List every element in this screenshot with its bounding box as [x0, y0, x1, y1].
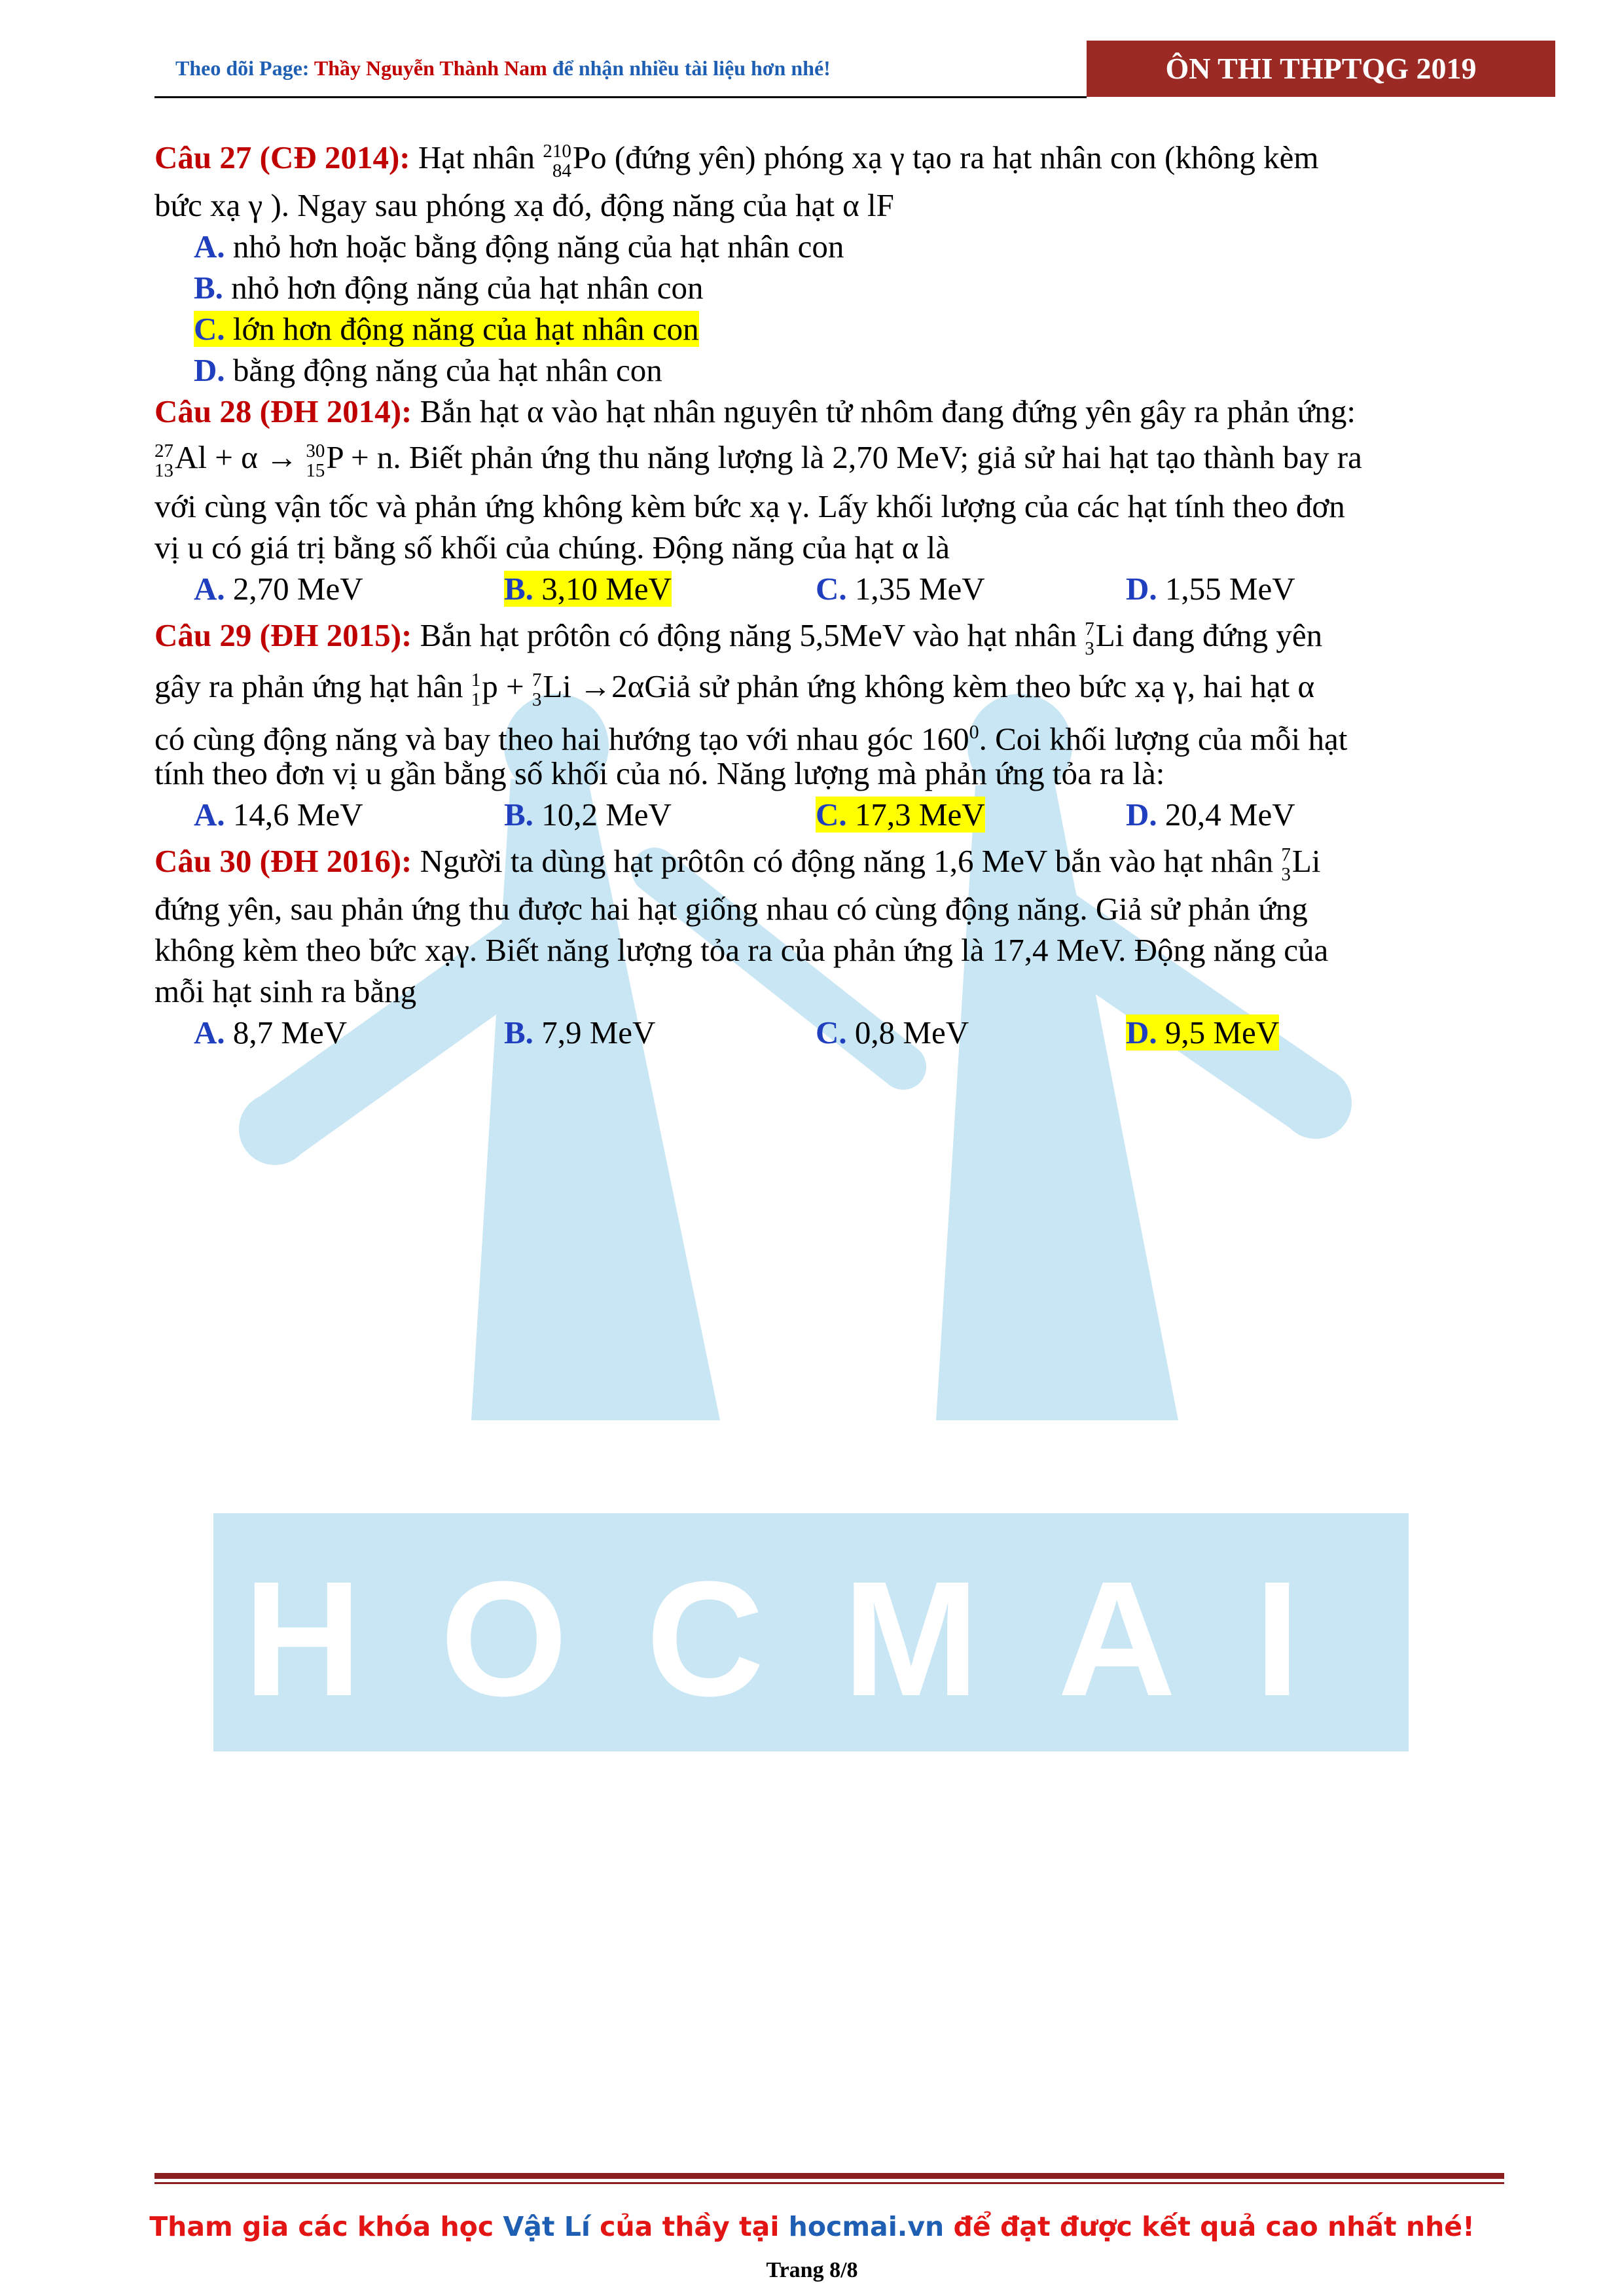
option-text: bằng động năng của hạt nhân con: [225, 352, 662, 388]
q30-option-c: [816, 1013, 969, 1053]
follow-prefix: Theo dõi Page:: [175, 56, 314, 80]
option-letter: B.: [504, 1014, 533, 1050]
q27-label: Câu 27 (CĐ 2014):: [154, 139, 410, 175]
li2-isotope: [532, 670, 542, 709]
q30-text-a: Người ta dùng hạt prôtôn có động năng 1,6 MeV bắn vào hạt nhân: [412, 843, 1282, 879]
footer-cta-suffix: để đạt được kết quả cao nhất nhé!: [944, 2211, 1475, 2242]
q28-line2: [154, 437, 1362, 480]
q29-label: Câu 29 (ĐH 2015):: [154, 617, 412, 653]
q28-label: Câu 28 (ĐH 2014):: [154, 393, 412, 429]
q29-line3: [154, 712, 1347, 759]
q27-option-a: [194, 226, 844, 267]
q30-option-a: [194, 1013, 347, 1053]
li-isotope: [1281, 845, 1291, 884]
q29-text-a: Bắn hạt prôtôn có động năng 5,5MeV vào hạt nhân: [412, 617, 1085, 653]
po-atomic-number: 84: [552, 160, 571, 181]
option-text: 10,2 MeV: [533, 797, 672, 833]
option-text: 0,8 MeV: [846, 1014, 969, 1050]
q27-line2: bức xạ γ ). Ngay sau phóng xạ đó, động năng của hạt α lF: [154, 187, 894, 223]
q29-text-e: có cùng động năng và bay theo hai hướng tạo với nhau góc 160: [154, 721, 969, 757]
option-text: 2,70 MeV: [225, 571, 363, 607]
footer-site-link[interactable]: hocmai.vn: [788, 2211, 945, 2242]
proton-symbol: p +: [482, 668, 532, 704]
footer-cta: [0, 2211, 1624, 2242]
q29-line4: tính theo đơn vị u gần bằng số khối của nó. Năng lượng mà phản ứng tỏa ra là:: [154, 755, 1165, 791]
li-mass-number: 7: [1085, 618, 1094, 639]
reaction-arrow: →2α: [571, 668, 645, 704]
q28-text-a: Bắn hạt α vào hạt nhân nguyên tử nhôm đang đứng yên gây ra phản ứng:: [412, 393, 1356, 429]
li-atomic-number: 3: [1085, 637, 1094, 659]
p-atomic-number: 15: [306, 459, 325, 481]
q28-line3: với cùng vận tốc và phản ứng không kèm bức xạ γ. Lấy khối lượng của các hạt tính theo đơn: [154, 488, 1345, 524]
q28-line1: [154, 391, 1356, 432]
q27-option-c: [194, 309, 699, 350]
q29-text-c: gây ra phản ứng hạt hân: [154, 668, 471, 704]
option-text: 1,55 MeV: [1157, 571, 1295, 607]
footer-cta-mid: của thầy tại: [590, 2211, 789, 2242]
q30-line4: mỗi hạt sinh ra bằng: [154, 973, 417, 1009]
li-symbol: Li: [1291, 843, 1321, 879]
q29-text-f: . Coi khối lượng của mỗi hạt: [979, 721, 1348, 757]
follow-suffix: để nhận nhiều tài liệu hơn nhé!: [547, 56, 831, 80]
p-mass-number: 30: [306, 440, 325, 461]
option-text: 17,3 MeV: [846, 797, 985, 833]
q27-text-a: Hạt nhân: [410, 139, 543, 175]
option-letter: D.: [1126, 797, 1157, 833]
q27-text-b: (đứng yên) phóng xạ γ tạo ra hạt nhân con (không kèm: [606, 139, 1319, 175]
q29-text-b: đang đứng yên: [1124, 617, 1323, 653]
q29-option-c: [816, 795, 985, 835]
po-isotope: [543, 141, 571, 181]
option-letter: B.: [504, 571, 533, 607]
li2-symbol: Li: [543, 668, 571, 704]
q29-line1: [154, 615, 1322, 658]
al-isotope: [154, 441, 173, 480]
option-text: 14,6 MeV: [225, 797, 363, 833]
q29-option-b: [504, 795, 672, 835]
q29-text-d: Giả sử phản ứng không kèm theo bức xạ γ, hai hạt α: [644, 668, 1315, 704]
option-text: 3,10 MeV: [533, 571, 672, 607]
q30-label: Câu 30 (ĐH 2016):: [154, 843, 412, 879]
q29-option-a: [194, 795, 363, 835]
li-isotope: [1085, 619, 1094, 658]
option-letter: C.: [194, 311, 225, 347]
footer-divider-thick: [154, 2173, 1504, 2179]
q28-line4: vị u có giá trị bằng số khối của chúng. Động năng của hạt α là: [154, 529, 950, 565]
option-letter: C.: [816, 571, 847, 607]
option-letter: D.: [1126, 1014, 1157, 1050]
q28-option-b: [504, 569, 672, 609]
footer-subject: Vật Lí: [503, 2211, 590, 2242]
watermark-brand: HOCMAI: [244, 1547, 1379, 1730]
teacher-name: Thầy Nguyễn Thành Nam: [314, 56, 547, 80]
exam-title-banner: ÔN THI THPTQG 2019: [1087, 41, 1555, 97]
p-isotope: [306, 441, 325, 480]
li-symbol: Li: [1095, 617, 1125, 653]
option-letter: D.: [194, 352, 225, 388]
q30-option-d: [1126, 1013, 1279, 1053]
al-symbol: Al + α →: [175, 439, 298, 475]
li2-atomic-number: 3: [532, 689, 542, 710]
option-letter: A.: [194, 571, 225, 607]
option-letter: C.: [816, 797, 847, 833]
q30-line1: [154, 841, 1320, 884]
option-letter: B.: [194, 270, 223, 306]
li-atomic-number: 3: [1281, 863, 1291, 885]
q28-option-c: [816, 569, 985, 609]
option-letter: D.: [1126, 571, 1157, 607]
al-mass-number: 27: [154, 440, 173, 461]
option-text: 1,35 MeV: [846, 571, 985, 607]
proton-mass-number: 1: [471, 669, 481, 691]
page-number: Trang 8/8: [766, 2258, 858, 2282]
footer-divider-thin: [154, 2182, 1504, 2184]
proton-atomic-number: 1: [471, 689, 481, 710]
q28-option-a: [194, 569, 363, 609]
li-mass-number: 7: [1281, 844, 1291, 865]
q27-option-d: [194, 350, 662, 391]
footer-cta-prefix: Tham gia các khóa học: [149, 2211, 503, 2242]
degree-superscript: 0: [969, 721, 979, 743]
option-letter: A.: [194, 228, 225, 264]
q28-text-b: Biết phản ứng thu năng lượng là 2,70 MeV; giả sử hai hạt tạo thành bay ra: [401, 439, 1362, 475]
option-letter: B.: [504, 797, 533, 833]
option-text: nhỏ hơn hoặc bằng động năng của hạt nhân con: [225, 228, 844, 264]
q30-line2: đứng yên, sau phản ứng thu được hai hạt giống nhau có cùng động năng. Giả sử phản ứng: [154, 891, 1308, 927]
q30-option-b: [504, 1013, 655, 1053]
q29-line2: [154, 666, 1314, 709]
option-text: 20,4 MeV: [1157, 797, 1295, 833]
option-text: 9,5 MeV: [1157, 1014, 1280, 1050]
p-symbol: P + n.: [326, 439, 401, 475]
option-letter: C.: [816, 1014, 847, 1050]
q29-option-d: [1126, 795, 1295, 835]
q27-line1: [154, 137, 1318, 181]
option-text: 8,7 MeV: [225, 1014, 348, 1050]
option-text: lớn hơn động năng của hạt nhân con: [225, 311, 699, 347]
po-symbol: Po: [572, 139, 607, 175]
option-letter: A.: [194, 1014, 225, 1050]
proton-isotope: [471, 670, 481, 709]
li2-mass-number: 7: [532, 669, 542, 691]
option-letter: A.: [194, 797, 225, 833]
q27-option-b: [194, 268, 703, 308]
po-mass-number: 210: [543, 140, 571, 162]
option-text: nhỏ hơn động năng của hạt nhân con: [223, 270, 704, 306]
q30-line3: không kèm theo bức xạγ. Biết năng lượng tỏa ra của phản ứng là 17,4 MeV. Động năng của: [154, 932, 1329, 968]
al-atomic-number: 13: [154, 459, 173, 481]
q28-option-d: [1126, 569, 1295, 609]
option-text: 7,9 MeV: [533, 1014, 656, 1050]
